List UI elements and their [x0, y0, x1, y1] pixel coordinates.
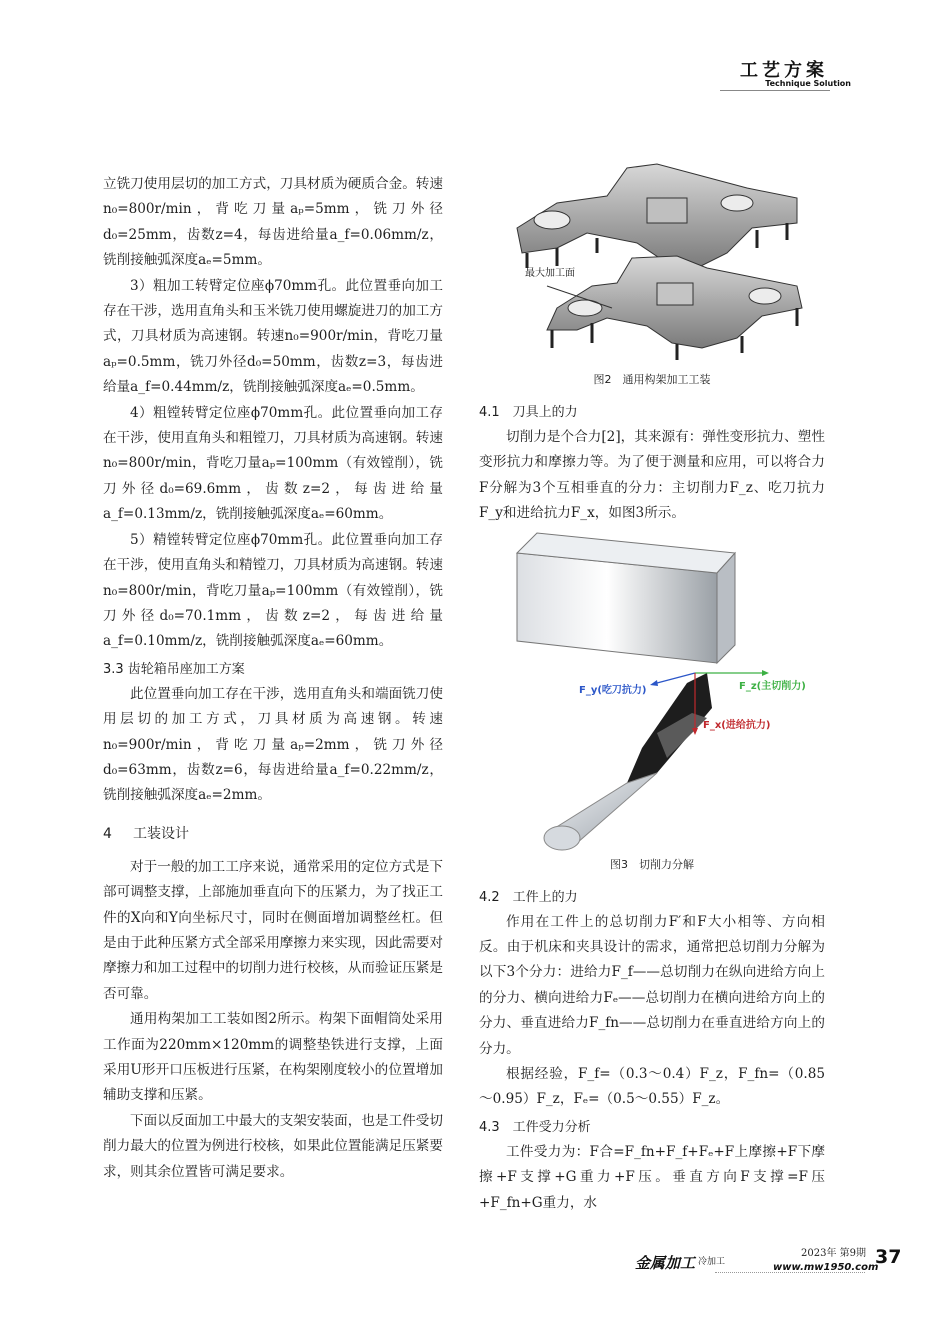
- paragraph: 5）精镗转臂定位座ϕ70mm孔。此位置垂向加工存在干涉，使用直角头和精镗刀，刀具材质为高速钢。转速n₀=800r/min，背吃刀量aₚ=100mm（有效镗削），铣刀外径d₀=70.1mm，齿数z=2，每齿进给量a_f=0.10mm/z，铣削接触弧深度aₑ=60mm。: [103, 531, 443, 650]
- left-column: [103, 172, 443, 1185]
- paragraph: 4）粗镗转臂定位座ϕ70mm孔。此位置垂向加工存在干涉，使用直角头和粗镗刀，刀具材质为高速钢。转速n₀=800r/min，背吃刀量aₚ=100mm（有效镗削），铣刀外径d₀=69.6mm，齿数z=2，每齿进给量a_f=0.13mm/z，铣削接触弧深度aₑ=60mm。: [103, 404, 443, 523]
- paragraph: 下面以反面加工中最大的支架安装面，也是工件受切削力最大的位置为例进行校核，如果此位置能满足压紧要求，则其余位置皆可满足要求。: [103, 1112, 443, 1180]
- subsection-heading: 4.1 刀具上的力: [479, 405, 578, 420]
- figure-cutting-force-image: [507, 533, 806, 851]
- force-fz-label: F_z(主切削力): [739, 680, 806, 692]
- section-title: 工艺方案: [740, 60, 828, 81]
- section-heading: [103, 821, 443, 847]
- page-footer: [595, 1244, 902, 1284]
- paragraph: 立铣刀使用层切的加工方式，刀具材质为硬质合金。转速n₀=800r/min，背吃刀量aₚ=5mm，铣刀外径d₀=25mm，齿数z=4，每齿进给量a_f=0.06mm/z，铣削接触弧深度aₑ=5mm。: [103, 176, 443, 269]
- issue-info: 2023年 第9期: [801, 1248, 866, 1259]
- right-column: [479, 158, 825, 1216]
- magazine-edition: 冷加工: [698, 1257, 726, 1267]
- force-fx-label: F_x(进给抗力): [703, 719, 771, 731]
- header-rule: [720, 90, 830, 91]
- paragraph: 根据经验，F_f=（0.3～0.4）F_z，F_fn=（0.85～0.95）F_z，Fₑ=（0.5～0.55）F_z。: [479, 1066, 825, 1108]
- page-number: 37: [875, 1246, 902, 1268]
- subsection-heading: 3.3 齿轮箱吊座加工方案: [103, 661, 245, 677]
- magazine-logo: 金属加工: [635, 1254, 696, 1272]
- section-subtitle: Technique Solution: [765, 79, 851, 88]
- paragraph: 3）粗加工转臂定位座ϕ70mm孔。此位置垂向加工存在干涉，选用直角头和玉米铣刀使用螺旋进刀的加工方式，刀具材质为高速钢。转速n₀=900r/min，背吃刀量aₚ=0.5mm，铣刀外径d₀=50mm，齿数z=3，每齿进给量a_f=0.44mm/z，铣削接触弧深度aₑ=0.5mm。: [103, 277, 443, 396]
- paragraph: 工件受力为：F合=F_fn+F_f+Fₑ+F上摩擦+F下摩擦+F支撑+G重力+F压。垂直方向F支撑=F压+F_fn+G重力，水: [479, 1143, 825, 1211]
- subsection-heading: 4.3 工件受力分析: [479, 1119, 591, 1135]
- website: www.mw1950.com: [773, 1262, 879, 1273]
- section-number: 4: [103, 825, 112, 842]
- figure-caption: 图2 通用构架加工工装: [593, 373, 711, 386]
- paragraph: 通用构架加工工装如图2所示。构架下面帽筒处采用工作面为220mm×120mm的调整垫铁进行支撑，上面采用U形开口压板进行压紧，在构架刚度较小的位置增加辅助支撑和压紧。: [103, 1011, 443, 1104]
- subsection-heading: 4.2 工件上的力: [479, 889, 578, 905]
- figure-caption: 图3 切削力分解: [610, 857, 694, 871]
- section-heading-text: 工装设计: [133, 825, 189, 842]
- paragraph: 作用在工件上的总切削力F′和F大小相等、方向相反。由于机床和夹具设计的需求，通常把总切削力分解为以下3个分力：进给力F_f——总切削力在纵向进给方向上的分力、横向进给力Fₑ——总切削力在横向进给方向上的分力、垂直进给力F_fn——总切削力在垂直进给方向上的分力。: [479, 913, 825, 1057]
- paragraph: 切削力是个合力[2]，其来源有：弹性变形抗力、塑性变形抗力和摩擦力等。为了便于测量和应用，可以将合力F分解为3个互相垂直的分力：主切削力F_z、吃刀抗力F_y和进给抗力F_x，如图3所示。: [479, 429, 825, 522]
- paragraph: 此位置垂向加工存在干涉，选用直角头和端面铣刀使用层切的加工方式，刀具材质为高速钢。转速n₀=900r/min，背吃刀量aₚ=2mm，铣刀外径d₀=63mm，齿数z=6，每齿进给量a_f=0.22mm/z，铣削接触弧深度aₑ=2mm。: [103, 685, 443, 804]
- figure-fixture-image: [497, 158, 807, 366]
- force-fy-label: F_y(吃刀抗力): [579, 684, 647, 696]
- fixture-label: 最大加工面: [525, 268, 575, 279]
- paragraph: 对于一般的加工工序来说，通常采用的定位方式是下部可调整支撑，上部施加垂直向下的压紧力，为了找正工件的X向和Y向坐标尺寸，同时在侧面增加调整丝杠。但是由于此种压紧方式全部采用摩擦力来实现，因此需要对摩擦力和加工过程中的切削力进行校核，从而验证压紧是否可靠。: [103, 858, 443, 1002]
